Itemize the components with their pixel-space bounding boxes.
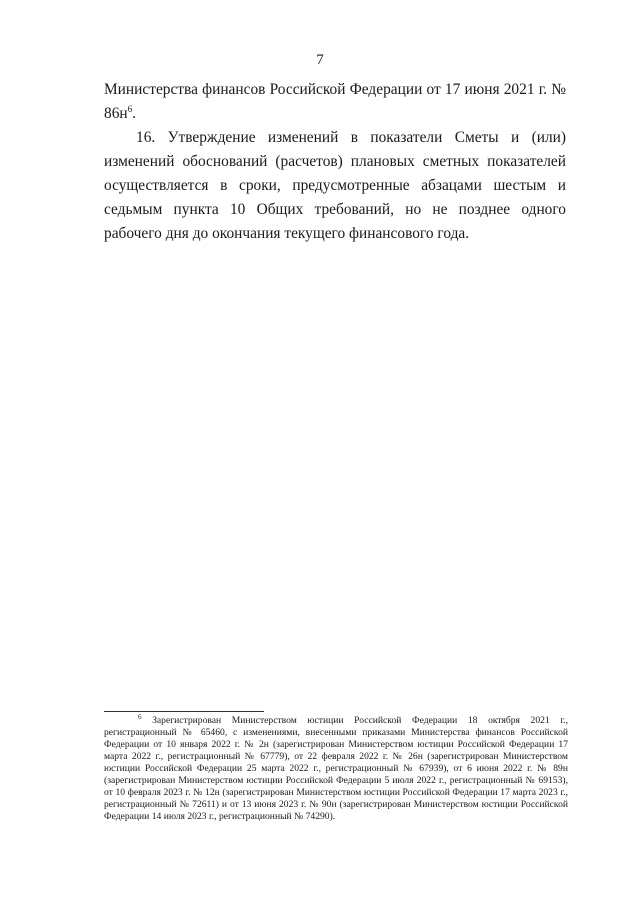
- footnote-paragraph: [104, 712, 568, 823]
- main-text: [104, 78, 566, 246]
- continuation-text: Министерства финансов Российской Федерации от 17 июня 2021 г. № 86н: [104, 81, 566, 122]
- continuation-line: [104, 78, 566, 126]
- footnote: [104, 712, 568, 823]
- footnote-text: Зарегистрирован Министерством юстиции Российской Федерации 18 октября 2021 г., регистрационный № 65460, с изменениями, внесенными приказами Министерства финансов Российской Федерации от 10 января 2022 г. № 2н (зарегистрирован Министерством юстиции Российской Федерации 17 марта 2022 г., регистрационный № 67779), от 22 февраля 2022 г. № 26н (зарегистрирован Министерством юстиции Российской Федерации 25 марта 2022 г., регистрационный № 67939), от 6 июня 2022 г. № 89н (зарегистрирован Министерством юстиции Российской Федерации 5 июля 2022 г., регистрационный № 69153), от 10 февраля 2023 г. № 12н (зарегистрирован Министерством юстиции Российской Федерации 17 марта 2023 г., регистрационный № 72611) и от 13 июня 2023 г. № 90н (зарегистрирован Министерством юстиции Российской Федерации 14 июля 2023 г., регистрационный № 74290).: [104, 715, 568, 822]
- page-number: 7: [316, 52, 324, 68]
- continuation-period: .: [132, 105, 136, 122]
- paragraph-16: 16. Утверждение изменений в показатели Сметы и (или) изменений обоснований (расчетов) плановых сметных показателей осуществляется в сроки, предусмотренные абзацами шестым и седьмым пункта 10 Общих требований, но не позднее одного рабочего дня до окончания текущего финансового года.: [104, 129, 566, 242]
- footnote-reference: 6: [127, 103, 133, 114]
- footnote-marker: 6: [138, 712, 142, 721]
- footnote-separator: [104, 711, 264, 712]
